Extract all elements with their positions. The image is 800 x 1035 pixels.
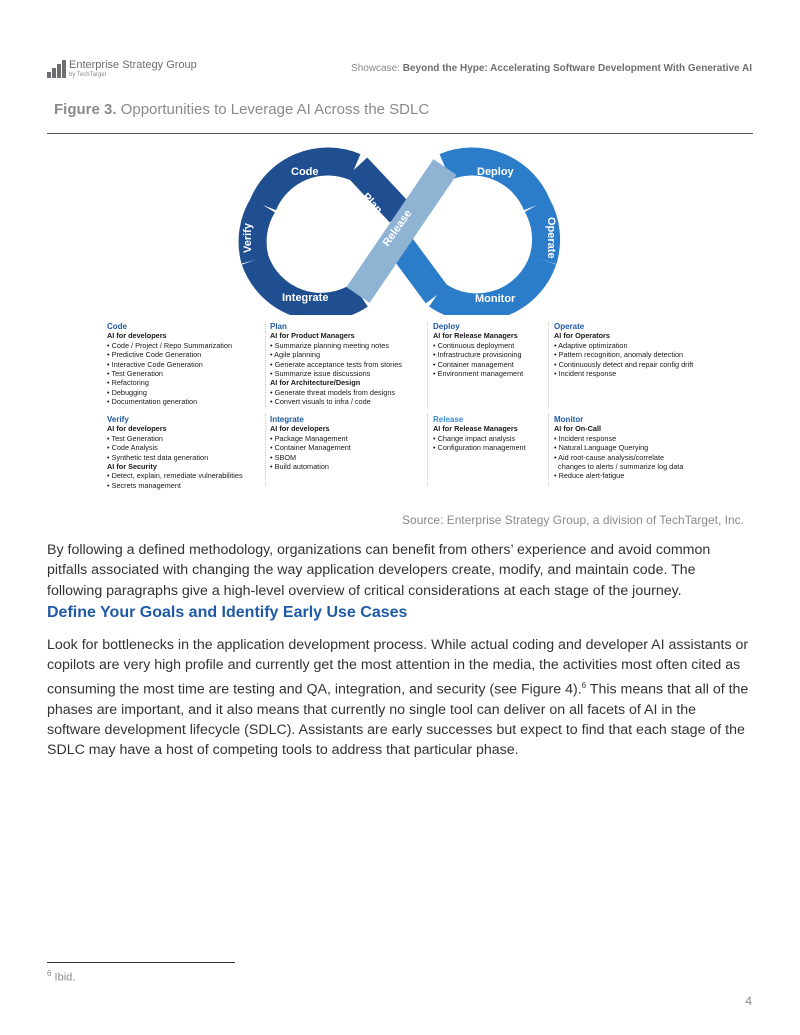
grid-divider	[548, 322, 549, 407]
phase-audience: AI for Release Managers	[433, 331, 518, 341]
phase-bullet: • Detect, explain, remediate vulnerabilities	[107, 471, 243, 481]
phase-audience: AI for developers	[270, 424, 330, 434]
phase-audience: AI for On-Call	[554, 424, 602, 434]
phase-audience: AI for Architecture/Design	[270, 378, 361, 388]
phase-bullet: • Continuous deployment	[433, 340, 515, 350]
loop-label-code: Code	[291, 166, 319, 178]
phase-audience: AI for developers	[107, 331, 167, 341]
grid-divider	[265, 322, 266, 407]
footnote-ref[interactable]: 6	[581, 680, 587, 690]
phase-bullet: changes to alerts / summarize log data	[554, 462, 684, 472]
phase-audience: AI for Security	[107, 462, 157, 472]
esg-logo	[47, 60, 247, 84]
phase-bullet: • Debugging	[107, 387, 147, 397]
phase-bullet: • Test Generation	[107, 433, 163, 443]
phase-card-plan	[270, 322, 425, 407]
phase-bullet: • Generate acceptance tests from stories	[270, 359, 402, 369]
phase-bullet: • Container management	[433, 359, 514, 369]
sdlc-infinity-diagram	[225, 145, 575, 315]
phase-card-integrate	[270, 415, 425, 471]
figure-caption: Opportunities to Leverage AI Across the SDLC	[120, 101, 430, 118]
showcase-prefix: Showcase:	[351, 63, 400, 74]
footnote	[47, 969, 75, 984]
phase-card-monitor	[554, 415, 714, 481]
grid-divider	[548, 414, 549, 486]
phase-bullet: • Predictive Code Generation	[107, 350, 202, 360]
phase-heading: Monitor	[554, 415, 584, 424]
phase-card-deploy	[433, 322, 548, 378]
phase-bullet: • Pattern recognition, anomaly detection	[554, 350, 684, 360]
phase-bullet: • Environment management	[433, 369, 524, 379]
figure-label: Figure 3.	[54, 101, 117, 118]
phase-bullet: • Interactive Code Generation	[107, 359, 203, 369]
phase-bullet: • Code Analysis	[107, 443, 158, 453]
paragraph-2-text-b: This means that all of the phases are important, and it also means that currently no single tool can deliver on all facets of AI in the software development lifecycle (SDLC). Assistants are early successes but expect to find that each stage of the SDLC may have a host of competing tools to address that particular phase.	[47, 681, 749, 759]
logo-bars-icon	[47, 60, 67, 78]
logo-subtitle: by TechTarget	[69, 72, 107, 78]
phase-bullet: • Documentation generation	[107, 397, 198, 407]
phase-audience: AI for Product Managers	[270, 331, 355, 341]
loop-label-deploy: Deploy	[477, 166, 514, 178]
phase-heading: Verify	[107, 415, 129, 424]
section-heading: Define Your Goals and Identify Early Use Cases	[47, 604, 408, 621]
phase-card-verify	[107, 415, 262, 490]
phase-heading: Release	[433, 415, 464, 424]
loop-label-integrate: Integrate	[282, 292, 329, 304]
phase-card-operate	[554, 322, 714, 378]
phase-heading: Integrate	[270, 415, 304, 424]
phase-bullet: • Change impact analysis	[433, 433, 516, 443]
phase-heading: Code	[107, 322, 127, 331]
page-header	[0, 0, 800, 90]
phase-bullet: • Summarize issue discussions	[270, 369, 371, 379]
phase-audience: AI for developers	[107, 424, 167, 434]
loop-segment-verify	[253, 205, 263, 260]
phase-heading: Operate	[554, 322, 585, 331]
phase-bullet: • Infrastructure provisioning	[433, 350, 522, 360]
logo-name: Enterprise Strategy Group	[69, 59, 197, 71]
loop-label-operate: Operate	[545, 217, 557, 259]
phase-bullet: • Secrets management	[107, 480, 181, 490]
phase-bullet: • Synthetic test data generation	[107, 452, 209, 462]
phase-bullet: • Incident response	[554, 369, 617, 379]
body-paragraph-1: By following a defined methodology, organizations can benefit from others’ experience and avoid common pitfalls associated with changing the way application developers create, modify, and maintain code. The following paragraphs give a high-level overview of critical considerations at each stage of the journey.	[47, 542, 711, 599]
grid-divider	[427, 322, 428, 407]
phase-card-code	[107, 322, 262, 407]
loop-segment-operate	[537, 205, 546, 260]
phase-bullet: • Aid root-cause analysis/correlate	[554, 452, 665, 462]
showcase-name: Beyond the Hype: Accelerating Software Development With Generative AI	[402, 63, 752, 74]
phase-bullet: • Adaptive optimization	[554, 340, 628, 350]
phase-audience: AI for Release Managers	[433, 424, 518, 434]
phase-bullet: • Natural Language Querying	[554, 443, 649, 453]
phase-bullet: • Code / Project / Repo Summarization	[107, 340, 233, 350]
phase-audience: AI for Operators	[554, 331, 610, 341]
phase-bullet: • SBOM	[270, 452, 297, 462]
body-paragraph-2	[47, 635, 753, 761]
phase-bullet: • Summarize planning meeting notes	[270, 340, 389, 350]
phase-bullet: • Generate threat models from designs	[270, 387, 396, 397]
showcase-title	[351, 63, 752, 74]
phase-card-release	[433, 415, 548, 453]
loop-segment-integrate-link	[400, 245, 437, 295]
loop-label-verify: Verify	[242, 223, 254, 253]
phase-bullet: • Package Management	[270, 433, 348, 443]
grid-divider	[265, 414, 266, 486]
phase-bullet: • Refactoring	[107, 378, 149, 388]
figure-source: Source: Enterprise Strategy Group, a division of TechTarget, Inc.	[402, 513, 744, 527]
phase-bullet: • Container Management	[270, 443, 351, 453]
phase-bullet: • Reduce alert-fatigue	[554, 471, 625, 481]
phase-bullet: • Agile planning	[270, 350, 321, 360]
figure-title	[54, 101, 429, 118]
loop-label-release: Release	[380, 207, 415, 249]
page-number: 4	[745, 994, 752, 1008]
phase-heading: Plan	[270, 322, 287, 331]
phase-bullet: • Test Generation	[107, 369, 163, 379]
footnote-number: 6	[47, 969, 52, 978]
loop-label-plan: Plan	[359, 190, 385, 217]
phase-bullet: • Convert visuals to infra / code	[270, 397, 371, 407]
phase-bullet: • Continuously detect and repair config drift	[554, 359, 694, 369]
footnote-text: Ibid.	[54, 971, 76, 984]
loop-label-monitor: Monitor	[475, 293, 516, 305]
phase-bullet: • Configuration management	[433, 443, 526, 453]
phase-bullet: • Build automation	[270, 462, 329, 472]
footnote-divider	[47, 962, 235, 963]
grid-divider	[427, 414, 428, 486]
phase-bullet: • Incident response	[554, 433, 617, 443]
phase-heading: Deploy	[433, 322, 460, 331]
paragraph-2-text-a: Look for bottlenecks in the application development process. While actual coding and developer AI assistants or copilots are very high profile and currently get the most attention in the media, the activities most often cited as consuming the most time are testing and QA, integration, and security (see Figure 4).	[47, 637, 749, 698]
divider	[47, 133, 753, 134]
